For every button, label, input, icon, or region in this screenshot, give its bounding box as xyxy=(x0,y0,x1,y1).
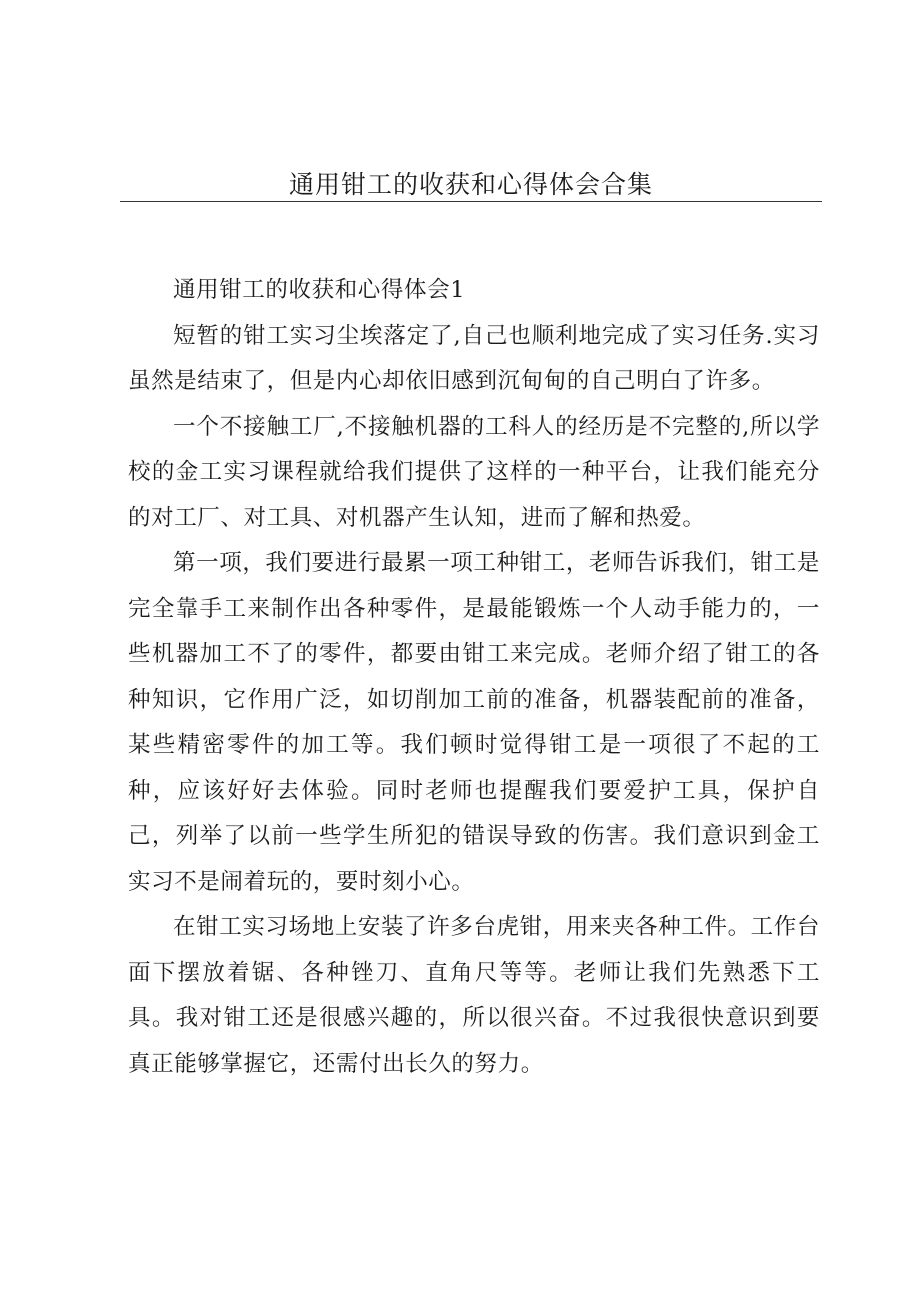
paragraph-2: 一个不接触工厂,不接触机器的工科人的经历是不完整的,所以学校的金工实习课程就给我们提供了这样的一种平台，让我们能充分的对工厂、对工具、对机器产生认知，进而了解和热爱。 xyxy=(128,413,820,531)
document-title: 通用钳工的收获和心得体会合集 xyxy=(288,170,653,199)
paragraph-4: 在钳工实习场地上安装了许多台虎钳，用来夹各种工件。工作台面下摆放着锯、各种锉刀、直角尺等等。老师让我们先熟悉下工具。我对钳工还是很感兴趣的，所以很兴奋。不过我很快意识到要真正能够掌握它，还需付出长久的努力。 xyxy=(128,914,820,1077)
paragraph-1: 短暂的钳工实习尘埃落定了,自己也顺利地完成了实习任务.实习虽然是结束了，但是内心却依旧感到沉甸甸的自己明白了许多。 xyxy=(128,322,820,394)
paragraph-3: 第一项，我们要进行最累一项工种钳工，老师告诉我们，钳工是完全靠手工来制作出各种零件，是最能锻炼一个人动手能力的，一些机器加工不了的零件，都要由钳工来完成。老师介绍了钳工的各种知识，它作用广泛，如切削加工前的准备，机器装配前的准备，某些精密零件的加工等。我们顿时觉得钳工是一项很了不起的工种，应该好好去体验。同时老师也提醒我们要爱护工具，保护自己，列举了以前一些学生所犯的错误导致的伤害。我们意识到金工实习不是闹着玩的，要时刻小心。 xyxy=(128,550,820,895)
title-underline xyxy=(120,201,822,202)
section-heading: 通用钳工的收获和心得体会1 xyxy=(173,277,466,303)
document-body xyxy=(128,268,820,1087)
